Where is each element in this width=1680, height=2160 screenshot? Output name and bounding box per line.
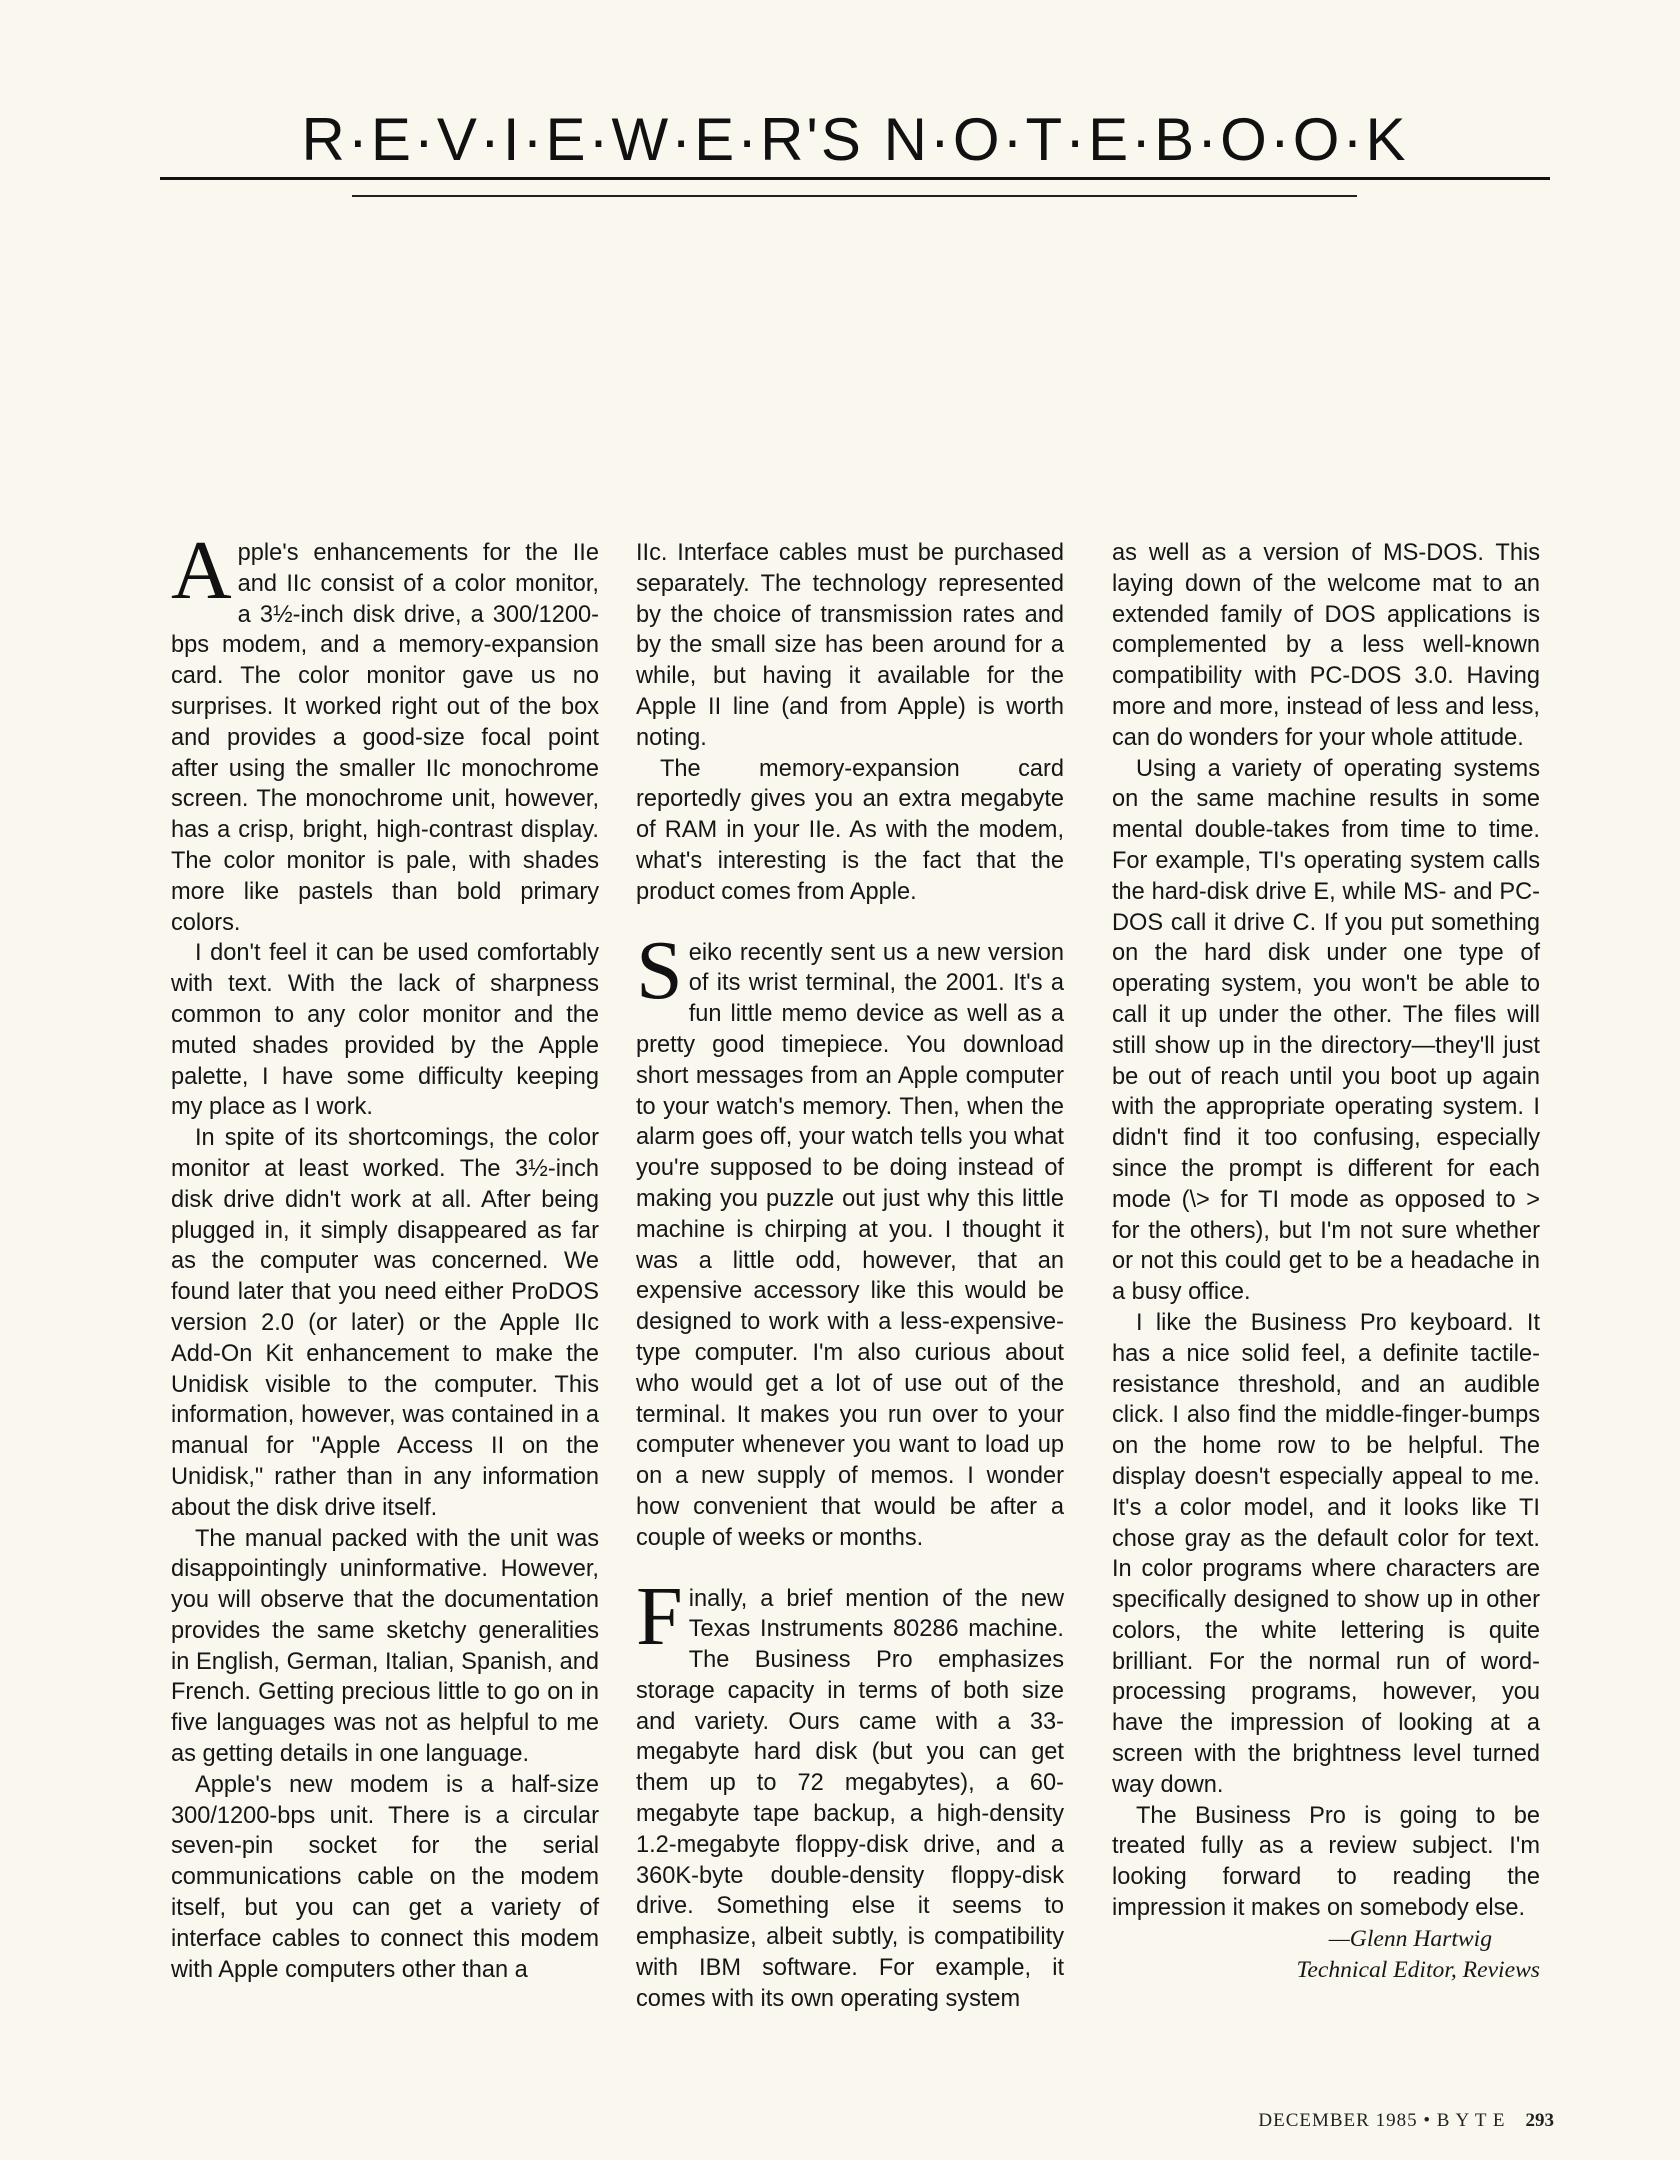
page-number: 293 bbox=[1525, 2110, 1554, 2131]
paragraph: I don't feel it can be used comfortably with text. With the lack of sharpness common to any color monitor and the muted shades provided by the Apple palette, I have some difficulty keeping my place as I work. bbox=[171, 940, 599, 1121]
author-name: —Glenn Hartwig bbox=[1328, 1925, 1492, 1952]
paragraph: as well as a version of MS-DOS. This laying down of the welcome mat to an extended family of DOS applications is complemented by a less well-known compatibility with PC-DOS 3.0. Having more and more, instead of less and less, can do wonders for your whole attitude. bbox=[1112, 540, 1540, 751]
paragraph-text: inally, a brief mention of the new Texas Instruments 80286 machine. The Business Pro emphasizes storage capacity in terms of both size and variety. Ours came with a 33-megabyte hard disk (but you can get them up to 72 megabytes), a 60-megabyte tape backup, a high-density 1.2-megabyte floppy-disk drive, and a 360K-byte double-density floppy-disk drive. Something else it seems to emphasize, albeit subtly, is compatibility with IBM software. For example, it comes with its own operating system bbox=[636, 1585, 1064, 2012]
column-3 bbox=[1112, 538, 1540, 1985]
paragraph: The manual packed with the unit was disappointingly uninformative. However, you will observe that the documentation provides the same sketchy generalities in English, German, Italian, Spanish, and French. Getting precious little to go on in five languages was not as helpful to me as getting details in one language. bbox=[171, 1525, 599, 1768]
drop-cap: S bbox=[636, 923, 683, 1017]
title-rule-thin bbox=[352, 195, 1357, 197]
paragraph: In spite of its shortcomings, the color monitor at least worked. The 3½-inch disk drive didn't work at all. After being plugged in, it simply disappeared as far as the computer was concerned. We found later that you need either ProDOS version 2.0 (or later) or the Apple IIc Add-On Kit enhancement to make the Unidisk visible to the computer. This information, however, was contained in a manual for "Apple Access II on the Unidisk," rather than in any information about the disk drive itself. bbox=[171, 1125, 599, 1521]
paragraph: Using a variety of operating systems on the same machine results in some mental double-takes from time to time. For example, TI's operating system calls the hard-disk drive E, while MS- and PC-DOS call it drive C. If you put something on the hard disk under one type of operating system, you won't be able to call it up under the other. The files will still show up in the directory—they'll just be out of reach until you boot up again with the appropriate operating system. I didn't find it too confusing, especially since the prompt is different for each mode (\> for TI mode as opposed to > for the others), but I'm not sure whether or not this could get to be a headache in a busy office. bbox=[1112, 755, 1540, 1306]
paragraph: Apple's new modem is a half-size 300/1200-bps unit. There is a circular seven-pin socket for the serial communications cable on the modem itself, but you can get a variety of interface cables to connect this modem with Apple computers other than a bbox=[171, 1771, 599, 1983]
issue-info: DECEMBER 1985 • B Y T E bbox=[1258, 2110, 1506, 2131]
paragraph bbox=[171, 524, 599, 938]
title-rule-thick bbox=[160, 177, 1550, 180]
paragraph-text: pple's enhancements for the IIe and IIc consist of a color monitor, a 3½-inch disk drive, a 300/1200-bps modem, and a memory-expansion card. The color monitor gave us no surprises. It worked right out of the box and provides a good-size focal point after using the smaller IIc monochrome screen. The monochrome unit, however, has a crisp, bright, high-contrast display. The color monitor is pale, with shades more like pastels than bold primary colors. bbox=[171, 540, 599, 936]
author-signature bbox=[1112, 1924, 1540, 1986]
page-footer bbox=[1258, 2110, 1554, 2132]
drop-cap: F bbox=[636, 1569, 683, 1663]
paragraph-text: eiko recently sent us a new version of its wrist terminal, the 2001. It's a fun little memo device as well as a pretty good timepiece. You download short messages from an Apple computer to your watch's memory. Then, when the alarm goes off, your watch tells you what you're supposed to be doing instead of making you puzzle out just why this little machine is chirping at you. I thought it was a little odd, however, that an expensive accessory like this would be designed to work with a less-expensive-type computer. I'm also curious about who would get a lot of use out of the terminal. It makes you run over to your computer whenever you want to load up on a new supply of memos. I wonder how convenient that would be after a couple of weeks or months. bbox=[636, 939, 1064, 1551]
paragraph: The memory-expansion card reportedly gives you an extra megabyte of RAM in your IIe. As with the modem, what's interesting is the fact that the product comes from Apple. bbox=[636, 755, 1064, 905]
paragraph: IIc. Interface cables must be purchased separately. The technology represented by the choice of transmission rates and by the small size has been around for a while, but having it available for the Apple II line (and from Apple) is worth noting. bbox=[636, 540, 1064, 751]
author-title: Technical Editor, Reviews bbox=[1296, 1956, 1540, 1983]
drop-cap: A bbox=[171, 524, 232, 617]
column-1 bbox=[171, 524, 599, 1985]
paragraph bbox=[636, 923, 1064, 1554]
paragraph: The Business Pro is going to be treated fully as a review subject. I'm looking forward to reading the impression it makes on somebody else. bbox=[1112, 1802, 1540, 1922]
paragraph: I like the Business Pro keyboard. It has a nice solid feel, a definite tactile-resistance threshold, and an audible click. I also find the middle-finger-bumps on the home row to be helpful. The display doesn't especially appeal to me. It's a color model, and it looks like TI chose gray as the default color for text. In color programs where characters are specifically designed to show up in other colors, the white lettering is quite brilliant. For the normal run of word-processing programs, however, you have the impression of looking at a screen with the brightness level turned way down. bbox=[1112, 1309, 1540, 1798]
paragraph bbox=[636, 1569, 1064, 2015]
column-2 bbox=[636, 538, 1064, 2015]
page-title: R·E·V·I·E·W·E·R'S N·O·T·E·B·O·O·K bbox=[301, 106, 1409, 173]
